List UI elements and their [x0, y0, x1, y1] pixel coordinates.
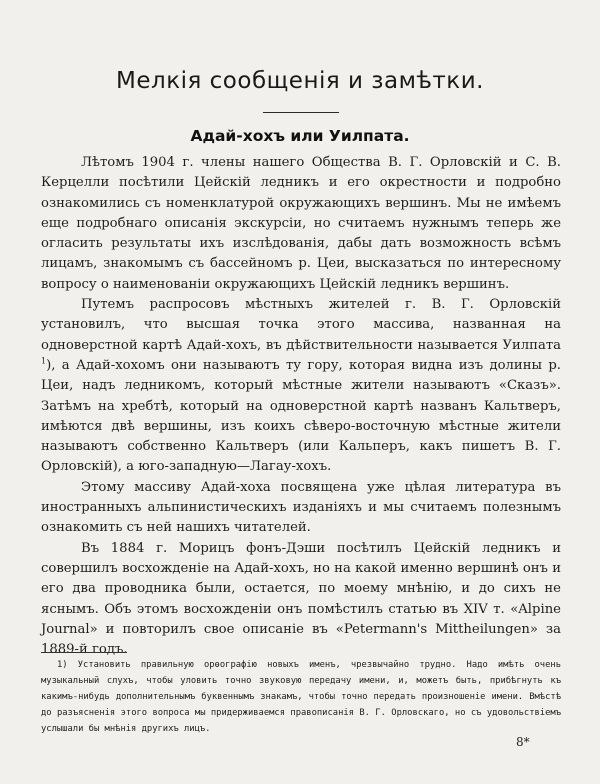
- paragraph-1: Лѣтомъ 1904 г. члены нашего Общества В. Г. Орловскій и С. В. Керцелли посѣтили Цейскій ледникъ и его окрестности и подробно ознакомились съ номенклатурой окружающихъ вершинъ. Мы не имѣемъ еще подробнаго описанія экскурсіи, но считаемъ нужнымъ теперь же огласить результаты ихъ изслѣдованія, дабы дать возможность всѣмъ лицамъ, знакомымъ съ бассейномъ р. Цеи, высказаться по интересному вопросу о наименованіи окружающихъ Цейскій ледникъ вершинъ.: [41, 155, 561, 292]
- footnote-label: 1): [57, 660, 68, 670]
- article-title: Адай-хохъ или Уилпата.: [190, 127, 410, 145]
- footnote: [41, 657, 561, 737]
- paragraph-3: Этому массиву Адай-хоха посвящена уже цѣлая литература въ иностранныхъ альпинистическихъ изданіяхъ и мы считаемъ полезнымъ ознакомить съ ней нашихъ читателей.: [41, 479, 561, 536]
- footnote-text: Установить правильную орѳографію новыхъ именъ, чрезвычайно трудно. Надо имѣть очень музыкальный слухъ, чтобы уловить точно звуковую передачу имени, и, можетъ быть, прибѣгнуть къ какимъ-нибудь дополнительнымъ буквеннымъ знакамъ, чтобы точно передать произношеніе имени. Вмѣстѣ до разъясненія этого вопроса мы придерживаемся правописанія В. Г. Орловскаго, но съ удовольствіемъ услышали бы мнѣнія другихъ лицъ.: [41, 660, 561, 734]
- footnote-marker: 1: [41, 356, 47, 366]
- paragraph-2-start: Путемъ распросовъ мѣстныхъ жителей г. В. Г. Орловскій установилъ, что высшая точка этого массива, названная на одноверстной картѣ Адай-хохъ, въ дѣйствительности называется Уилпата: [41, 297, 561, 353]
- footnote-divider: [41, 652, 127, 653]
- paragraph-4: Въ 1884 г. Морицъ фонъ-Дэши посѣтилъ Цейскій ледникъ и совершилъ восхожденіе на Адай-хохъ, но на какой именно вершинѣ онъ и его два проводника были, остается, по моему мнѣнію, и до сихъ не яснымъ. Объ этомъ восхожденіи онъ помѣстилъ статью въ XIV т. «Alpine Journal» и повторилъ свое описаніе въ «Petermann's Mittheilungen» за 1889-й годъ.: [41, 540, 561, 658]
- paragraph-2: [41, 295, 561, 478]
- paragraph-2-end: ), а Адай-хохомъ они называютъ ту гору, которая видна изъ долины р. Цеи, надъ ледникомъ, который мѣстные жители называютъ «Сказъ». Затѣмъ на хребтѣ, который на одноверстной картѣ названъ Кальтверъ, имѣются двѣ вершины, изъ коихъ сѣверо-восточную мѣстные жители называютъ собственно Кальтверъ (или Кальперъ, какъ пишетъ В. Г. Орловскій), а юго-западную—Лагау-хохъ.: [41, 357, 561, 475]
- article-body: [41, 153, 561, 660]
- section-heading: Мелкія сообщенія и замѣтки.: [116, 68, 484, 94]
- heading-divider: [263, 112, 339, 113]
- page-number: 8*: [516, 735, 530, 749]
